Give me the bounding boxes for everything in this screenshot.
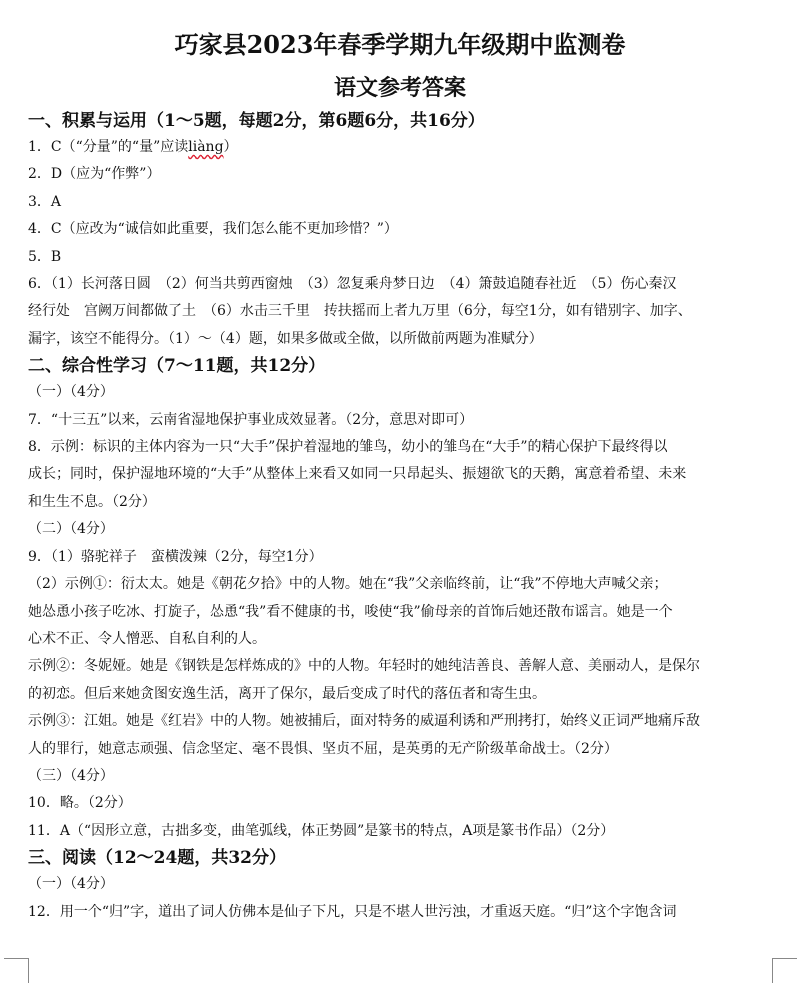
answer-q5: 5．B <box>28 248 62 265</box>
example-2-line-2: 的初恋。但后来她贪图安逸生活，离开了保尔，最后变成了时代的落伍者和寄生虫。 <box>28 685 546 702</box>
answer-q3: 3．A <box>28 193 62 210</box>
section-3-part-1: （一）（4分） <box>28 876 114 893</box>
answer-q9-2-line-1: （2）示例①：衍太太。她是《朝花夕拾》中的人物。她在“我”父亲临终前，让“我”不停地大声喊父亲； <box>28 576 668 593</box>
answer-q10: 10．略。（2分） <box>28 795 132 812</box>
answer-q6-line-1: 6．（1）长河落日圆 （2）何当共剪西窗烛 （3）忽复乘舟梦日边 （4）箫鼓追随春社近 （5）伤心秦汉 <box>28 276 677 293</box>
answer-q9-2-line-3: 心术不正、令人憎恶、自私自利的人。 <box>28 630 266 647</box>
example-3-line-1: 示例③：江姐。她是《红岩》中的人物。她被捕后，面对特务的威逼利诱和严刑拷打，始终义正词严地痛斥敌 <box>28 713 700 730</box>
section-2-part-3: （三）（4分） <box>28 767 114 784</box>
example-2-line-1: 示例②：冬妮娅。她是《钢铁是怎样炼成的》中的人物。年轻时的她纯洁善良、善解人意、美丽动人，是保尔 <box>28 658 700 675</box>
page-corner-mark-right <box>772 958 797 983</box>
document-title: 巧家县2023年春季学期九年级期中监测卷 <box>174 30 626 59</box>
document-subtitle: 语文参考答案 <box>333 75 466 101</box>
section-2-part-2: （二）（4分） <box>28 521 114 538</box>
answer-q1-pinyin: liàng <box>188 139 224 155</box>
answer-q8-line-3: 和生生不息。（2分） <box>28 493 156 510</box>
example-3-line-2: 人的罪行，她意志顽强、信念坚定、毫不畏惧、坚贞不屈，是英勇的无产阶级革命战士。（2分） <box>28 740 618 757</box>
answer-q9-1: 9．（1）骆驼祥子 蛮横泼辣（2分，每空1分） <box>28 548 323 565</box>
answer-sheet-page <box>28 30 772 960</box>
answer-q1-suffix: ） <box>223 139 238 155</box>
answer-q1 <box>28 134 772 161</box>
answer-q7: 7．“十三五”以来，云南省湿地保护事业成效显著。（2分，意思对即可） <box>28 411 474 428</box>
answer-q2: 2．D（应为“作弊”） <box>28 166 161 183</box>
answer-q9-2-line-2: 她怂恿小孩子吃冰、打旋子，怂恿“我”看不健康的书，唆使“我”偷母亲的首饰后她还散布谣言。她是一个 <box>28 603 673 620</box>
answer-q4: 4．C（应改为“诚信如此重要，我们怎么能不更加珍惜？”） <box>28 221 398 238</box>
page-corner-mark-left <box>4 958 29 983</box>
answer-q6-line-2: 经行处 宫阙万间都做了土 （6）水击三千里 抟扶摇而上者九万里（6分，每空1分，如有错别字、加字、 <box>28 303 692 320</box>
answer-q8-line-2: 成长；同时，保护湿地环境的“大手”从整体上来看又如同一只昂起头、振翅欲飞的天鹅，寓意着希望、未来 <box>28 466 687 483</box>
section-3-heading: 三、阅读（12～24题，共32分） <box>28 848 286 869</box>
answer-q12-line-1: 12．用一个“归”字，道出了词人仿佛本是仙子下凡，只是不堪人世污浊，才重返天庭。“归”这个字饱含词 <box>28 903 677 920</box>
answer-q8-line-1: 8．示例：标识的主体内容为一只“大手”保护着湿地的雏鸟，幼小的雏鸟在“大手”的精心保护下最终得以 <box>28 439 668 456</box>
answer-q1-text: 1．C（“分量”的“量”应读 <box>28 139 189 155</box>
answer-q6-line-3: 漏字，该空不能得分。（1）～（4）题，如果多做或全做，以所做前两题为准赋分） <box>28 330 543 347</box>
section-2-part-1: （一）（4分） <box>28 384 114 401</box>
answer-q11: 11．A（“因形立意，古拙多变，曲笔弧线，体正势圆”是篆书的特点，A项是篆书作品）（2分） <box>28 822 615 839</box>
section-1-heading: 一、积累与运用（1～5题，每题2分，第6题6分，共16分） <box>28 111 485 131</box>
section-2-heading: 二、综合性学习（7～11题，共12分） <box>28 356 326 377</box>
